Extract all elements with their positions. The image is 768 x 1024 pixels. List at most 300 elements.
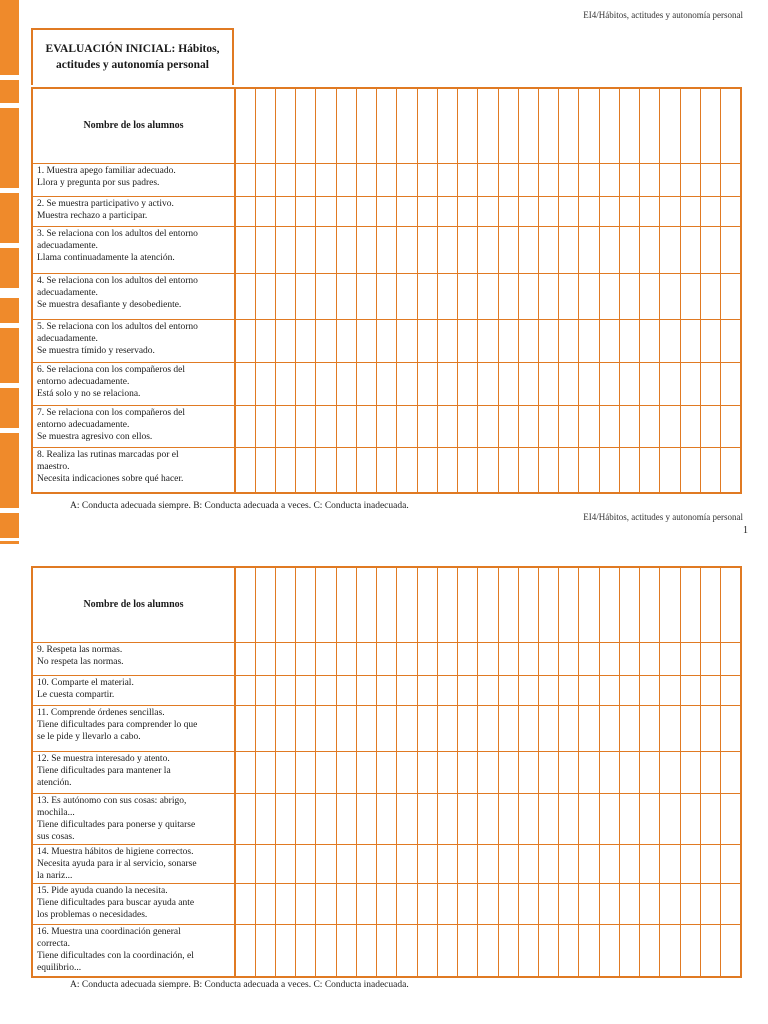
grade-cell[interactable] <box>356 163 376 196</box>
grade-cell[interactable] <box>296 883 316 924</box>
grade-cell[interactable] <box>700 226 720 273</box>
grade-cell[interactable] <box>498 705 518 751</box>
grade-cell[interactable] <box>417 883 437 924</box>
grade-cell[interactable] <box>640 226 660 273</box>
grade-cell[interactable] <box>721 447 741 493</box>
grade-cell[interactable] <box>458 88 478 163</box>
grade-cell[interactable] <box>458 924 478 977</box>
grade-cell[interactable] <box>660 88 680 163</box>
grade-cell[interactable] <box>518 273 538 319</box>
grade-cell[interactable] <box>377 88 397 163</box>
grade-cell[interactable] <box>356 751 376 793</box>
grade-cell[interactable] <box>316 88 336 163</box>
grade-cell[interactable] <box>235 844 255 883</box>
grade-cell[interactable] <box>579 705 599 751</box>
grade-cell[interactable] <box>640 447 660 493</box>
grade-cell[interactable] <box>498 793 518 844</box>
grade-cell[interactable] <box>417 273 437 319</box>
grade-cell[interactable] <box>700 567 720 642</box>
grade-cell[interactable] <box>397 844 417 883</box>
grade-cell[interactable] <box>599 924 619 977</box>
grade-cell[interactable] <box>660 883 680 924</box>
grade-cell[interactable] <box>458 362 478 405</box>
grade-cell[interactable] <box>539 844 559 883</box>
grade-cell[interactable] <box>478 883 498 924</box>
grade-cell[interactable] <box>417 319 437 362</box>
grade-cell[interactable] <box>498 88 518 163</box>
grade-cell[interactable] <box>235 883 255 924</box>
grade-cell[interactable] <box>518 362 538 405</box>
grade-cell[interactable] <box>660 319 680 362</box>
grade-cell[interactable] <box>700 751 720 793</box>
grade-cell[interactable] <box>316 319 336 362</box>
grade-cell[interactable] <box>458 405 478 447</box>
grade-cell[interactable] <box>316 924 336 977</box>
grade-cell[interactable] <box>296 405 316 447</box>
grade-cell[interactable] <box>680 319 700 362</box>
grade-cell[interactable] <box>356 567 376 642</box>
grade-cell[interactable] <box>660 447 680 493</box>
grade-cell[interactable] <box>660 844 680 883</box>
grade-cell[interactable] <box>275 405 295 447</box>
grade-cell[interactable] <box>579 88 599 163</box>
grade-cell[interactable] <box>316 362 336 405</box>
grade-cell[interactable] <box>417 163 437 196</box>
grade-cell[interactable] <box>539 405 559 447</box>
grade-cell[interactable] <box>316 405 336 447</box>
grade-cell[interactable] <box>599 675 619 705</box>
grade-cell[interactable] <box>640 793 660 844</box>
grade-cell[interactable] <box>478 675 498 705</box>
grade-cell[interactable] <box>478 844 498 883</box>
grade-cell[interactable] <box>255 793 275 844</box>
grade-cell[interactable] <box>660 675 680 705</box>
grade-cell[interactable] <box>559 273 579 319</box>
grade-cell[interactable] <box>700 319 720 362</box>
grade-cell[interactable] <box>235 642 255 675</box>
grade-cell[interactable] <box>579 447 599 493</box>
grade-cell[interactable] <box>619 924 639 977</box>
grade-cell[interactable] <box>619 675 639 705</box>
grade-cell[interactable] <box>599 751 619 793</box>
grade-cell[interactable] <box>518 883 538 924</box>
grade-cell[interactable] <box>660 705 680 751</box>
grade-cell[interactable] <box>336 88 356 163</box>
grade-cell[interactable] <box>680 273 700 319</box>
grade-cell[interactable] <box>417 226 437 273</box>
grade-cell[interactable] <box>660 163 680 196</box>
grade-cell[interactable] <box>599 273 619 319</box>
grade-cell[interactable] <box>721 567 741 642</box>
grade-cell[interactable] <box>619 196 639 226</box>
grade-cell[interactable] <box>498 844 518 883</box>
grade-cell[interactable] <box>700 405 720 447</box>
grade-cell[interactable] <box>397 675 417 705</box>
grade-cell[interactable] <box>539 196 559 226</box>
grade-cell[interactable] <box>478 567 498 642</box>
grade-cell[interactable] <box>458 705 478 751</box>
grade-cell[interactable] <box>721 362 741 405</box>
grade-cell[interactable] <box>377 793 397 844</box>
grade-cell[interactable] <box>660 273 680 319</box>
grade-cell[interactable] <box>417 924 437 977</box>
grade-cell[interactable] <box>559 196 579 226</box>
grade-cell[interactable] <box>437 196 457 226</box>
grade-cell[interactable] <box>599 163 619 196</box>
grade-cell[interactable] <box>640 844 660 883</box>
grade-cell[interactable] <box>377 751 397 793</box>
grade-cell[interactable] <box>296 447 316 493</box>
grade-cell[interactable] <box>660 642 680 675</box>
grade-cell[interactable] <box>700 883 720 924</box>
grade-cell[interactable] <box>316 447 336 493</box>
grade-cell[interactable] <box>356 844 376 883</box>
grade-cell[interactable] <box>336 163 356 196</box>
grade-cell[interactable] <box>356 405 376 447</box>
grade-cell[interactable] <box>680 675 700 705</box>
grade-cell[interactable] <box>458 196 478 226</box>
grade-cell[interactable] <box>255 675 275 705</box>
grade-cell[interactable] <box>559 88 579 163</box>
grade-cell[interactable] <box>498 675 518 705</box>
grade-cell[interactable] <box>539 447 559 493</box>
grade-cell[interactable] <box>559 675 579 705</box>
grade-cell[interactable] <box>296 362 316 405</box>
grade-cell[interactable] <box>478 447 498 493</box>
grade-cell[interactable] <box>721 705 741 751</box>
grade-cell[interactable] <box>478 362 498 405</box>
grade-cell[interactable] <box>640 163 660 196</box>
grade-cell[interactable] <box>417 88 437 163</box>
grade-cell[interactable] <box>579 751 599 793</box>
grade-cell[interactable] <box>478 751 498 793</box>
grade-cell[interactable] <box>255 226 275 273</box>
grade-cell[interactable] <box>721 642 741 675</box>
grade-cell[interactable] <box>255 567 275 642</box>
grade-cell[interactable] <box>356 447 376 493</box>
grade-cell[interactable] <box>336 405 356 447</box>
grade-cell[interactable] <box>458 793 478 844</box>
grade-cell[interactable] <box>235 226 255 273</box>
grade-cell[interactable] <box>397 705 417 751</box>
grade-cell[interactable] <box>579 362 599 405</box>
grade-cell[interactable] <box>539 924 559 977</box>
grade-cell[interactable] <box>721 163 741 196</box>
grade-cell[interactable] <box>579 924 599 977</box>
grade-cell[interactable] <box>437 163 457 196</box>
grade-cell[interactable] <box>296 751 316 793</box>
grade-cell[interactable] <box>498 405 518 447</box>
grade-cell[interactable] <box>559 447 579 493</box>
grade-cell[interactable] <box>397 405 417 447</box>
grade-cell[interactable] <box>275 793 295 844</box>
grade-cell[interactable] <box>336 447 356 493</box>
grade-cell[interactable] <box>518 196 538 226</box>
grade-cell[interactable] <box>680 362 700 405</box>
grade-cell[interactable] <box>498 319 518 362</box>
grade-cell[interactable] <box>559 567 579 642</box>
grade-cell[interactable] <box>377 883 397 924</box>
grade-cell[interactable] <box>680 567 700 642</box>
grade-cell[interactable] <box>255 642 275 675</box>
grade-cell[interactable] <box>336 362 356 405</box>
grade-cell[interactable] <box>275 226 295 273</box>
grade-cell[interactable] <box>518 447 538 493</box>
grade-cell[interactable] <box>356 705 376 751</box>
grade-cell[interactable] <box>275 362 295 405</box>
grade-cell[interactable] <box>640 883 660 924</box>
grade-cell[interactable] <box>599 405 619 447</box>
grade-cell[interactable] <box>275 163 295 196</box>
grade-cell[interactable] <box>437 751 457 793</box>
grade-cell[interactable] <box>458 675 478 705</box>
grade-cell[interactable] <box>539 675 559 705</box>
grade-cell[interactable] <box>296 567 316 642</box>
grade-cell[interactable] <box>296 924 316 977</box>
grade-cell[interactable] <box>498 447 518 493</box>
grade-cell[interactable] <box>599 567 619 642</box>
grade-cell[interactable] <box>458 844 478 883</box>
grade-cell[interactable] <box>559 751 579 793</box>
grade-cell[interactable] <box>437 705 457 751</box>
grade-cell[interactable] <box>296 793 316 844</box>
grade-cell[interactable] <box>660 751 680 793</box>
grade-cell[interactable] <box>437 883 457 924</box>
grade-cell[interactable] <box>356 196 376 226</box>
grade-cell[interactable] <box>255 883 275 924</box>
grade-cell[interactable] <box>235 319 255 362</box>
grade-cell[interactable] <box>235 447 255 493</box>
grade-cell[interactable] <box>377 844 397 883</box>
grade-cell[interactable] <box>660 226 680 273</box>
grade-cell[interactable] <box>680 705 700 751</box>
grade-cell[interactable] <box>397 273 417 319</box>
grade-cell[interactable] <box>579 567 599 642</box>
grade-cell[interactable] <box>437 793 457 844</box>
grade-cell[interactable] <box>700 642 720 675</box>
grade-cell[interactable] <box>619 163 639 196</box>
grade-cell[interactable] <box>235 196 255 226</box>
grade-cell[interactable] <box>397 567 417 642</box>
grade-cell[interactable] <box>498 196 518 226</box>
grade-cell[interactable] <box>235 793 255 844</box>
grade-cell[interactable] <box>417 642 437 675</box>
grade-cell[interactable] <box>721 319 741 362</box>
grade-cell[interactable] <box>458 273 478 319</box>
grade-cell[interactable] <box>498 924 518 977</box>
grade-cell[interactable] <box>397 362 417 405</box>
grade-cell[interactable] <box>316 883 336 924</box>
grade-cell[interactable] <box>296 844 316 883</box>
grade-cell[interactable] <box>498 226 518 273</box>
grade-cell[interactable] <box>275 319 295 362</box>
grade-cell[interactable] <box>296 226 316 273</box>
grade-cell[interactable] <box>417 675 437 705</box>
grade-cell[interactable] <box>478 642 498 675</box>
grade-cell[interactable] <box>539 319 559 362</box>
grade-cell[interactable] <box>579 273 599 319</box>
grade-cell[interactable] <box>640 88 660 163</box>
grade-cell[interactable] <box>336 319 356 362</box>
grade-cell[interactable] <box>700 273 720 319</box>
grade-cell[interactable] <box>417 751 437 793</box>
grade-cell[interactable] <box>336 924 356 977</box>
grade-cell[interactable] <box>619 844 639 883</box>
grade-cell[interactable] <box>559 362 579 405</box>
grade-cell[interactable] <box>660 793 680 844</box>
grade-cell[interactable] <box>599 362 619 405</box>
grade-cell[interactable] <box>721 924 741 977</box>
grade-cell[interactable] <box>640 273 660 319</box>
grade-cell[interactable] <box>721 675 741 705</box>
grade-cell[interactable] <box>498 273 518 319</box>
grade-cell[interactable] <box>336 567 356 642</box>
grade-cell[interactable] <box>539 362 559 405</box>
grade-cell[interactable] <box>255 273 275 319</box>
grade-cell[interactable] <box>518 924 538 977</box>
grade-cell[interactable] <box>579 793 599 844</box>
grade-cell[interactable] <box>721 88 741 163</box>
grade-cell[interactable] <box>619 883 639 924</box>
grade-cell[interactable] <box>458 447 478 493</box>
grade-cell[interactable] <box>255 362 275 405</box>
grade-cell[interactable] <box>640 196 660 226</box>
grade-cell[interactable] <box>619 567 639 642</box>
grade-cell[interactable] <box>255 319 275 362</box>
grade-cell[interactable] <box>336 793 356 844</box>
grade-cell[interactable] <box>619 319 639 362</box>
grade-cell[interactable] <box>437 226 457 273</box>
grade-cell[interactable] <box>559 793 579 844</box>
grade-cell[interactable] <box>619 793 639 844</box>
grade-cell[interactable] <box>255 163 275 196</box>
grade-cell[interactable] <box>316 642 336 675</box>
grade-cell[interactable] <box>680 751 700 793</box>
grade-cell[interactable] <box>437 447 457 493</box>
grade-cell[interactable] <box>296 196 316 226</box>
grade-cell[interactable] <box>417 705 437 751</box>
grade-cell[interactable] <box>559 883 579 924</box>
grade-cell[interactable] <box>660 405 680 447</box>
grade-cell[interactable] <box>599 226 619 273</box>
grade-cell[interactable] <box>640 924 660 977</box>
grade-cell[interactable] <box>397 226 417 273</box>
grade-cell[interactable] <box>397 163 417 196</box>
grade-cell[interactable] <box>539 751 559 793</box>
grade-cell[interactable] <box>336 751 356 793</box>
grade-cell[interactable] <box>458 226 478 273</box>
grade-cell[interactable] <box>336 196 356 226</box>
grade-cell[interactable] <box>640 751 660 793</box>
grade-cell[interactable] <box>336 273 356 319</box>
grade-cell[interactable] <box>640 362 660 405</box>
grade-cell[interactable] <box>721 793 741 844</box>
grade-cell[interactable] <box>235 88 255 163</box>
grade-cell[interactable] <box>640 642 660 675</box>
grade-cell[interactable] <box>518 88 538 163</box>
grade-cell[interactable] <box>498 642 518 675</box>
grade-cell[interactable] <box>275 88 295 163</box>
grade-cell[interactable] <box>619 226 639 273</box>
grade-cell[interactable] <box>700 362 720 405</box>
grade-cell[interactable] <box>377 924 397 977</box>
grade-cell[interactable] <box>377 319 397 362</box>
grade-cell[interactable] <box>235 405 255 447</box>
grade-cell[interactable] <box>478 319 498 362</box>
grade-cell[interactable] <box>275 642 295 675</box>
grade-cell[interactable] <box>721 196 741 226</box>
grade-cell[interactable] <box>619 642 639 675</box>
grade-cell[interactable] <box>336 642 356 675</box>
grade-cell[interactable] <box>640 567 660 642</box>
grade-cell[interactable] <box>377 405 397 447</box>
grade-cell[interactable] <box>235 751 255 793</box>
grade-cell[interactable] <box>336 705 356 751</box>
grade-cell[interactable] <box>700 705 720 751</box>
grade-cell[interactable] <box>255 924 275 977</box>
grade-cell[interactable] <box>275 705 295 751</box>
grade-cell[interactable] <box>316 844 336 883</box>
grade-cell[interactable] <box>599 642 619 675</box>
grade-cell[interactable] <box>437 924 457 977</box>
grade-cell[interactable] <box>619 273 639 319</box>
grade-cell[interactable] <box>599 793 619 844</box>
grade-cell[interactable] <box>397 196 417 226</box>
grade-cell[interactable] <box>579 844 599 883</box>
grade-cell[interactable] <box>599 88 619 163</box>
grade-cell[interactable] <box>579 675 599 705</box>
grade-cell[interactable] <box>518 793 538 844</box>
grade-cell[interactable] <box>316 705 336 751</box>
grade-cell[interactable] <box>437 88 457 163</box>
grade-cell[interactable] <box>680 924 700 977</box>
grade-cell[interactable] <box>700 163 720 196</box>
grade-cell[interactable] <box>559 163 579 196</box>
grade-cell[interactable] <box>255 196 275 226</box>
grade-cell[interactable] <box>539 226 559 273</box>
grade-cell[interactable] <box>296 163 316 196</box>
grade-cell[interactable] <box>336 226 356 273</box>
grade-cell[interactable] <box>356 319 376 362</box>
grade-cell[interactable] <box>518 405 538 447</box>
grade-cell[interactable] <box>721 883 741 924</box>
grade-cell[interactable] <box>539 273 559 319</box>
grade-cell[interactable] <box>296 705 316 751</box>
grade-cell[interactable] <box>397 642 417 675</box>
grade-cell[interactable] <box>680 447 700 493</box>
grade-cell[interactable] <box>377 447 397 493</box>
grade-cell[interactable] <box>660 924 680 977</box>
grade-cell[interactable] <box>478 88 498 163</box>
grade-cell[interactable] <box>599 883 619 924</box>
grade-cell[interactable] <box>255 751 275 793</box>
grade-cell[interactable] <box>700 675 720 705</box>
grade-cell[interactable] <box>619 751 639 793</box>
grade-cell[interactable] <box>700 447 720 493</box>
grade-cell[interactable] <box>579 883 599 924</box>
grade-cell[interactable] <box>680 883 700 924</box>
grade-cell[interactable] <box>518 751 538 793</box>
grade-cell[interactable] <box>458 163 478 196</box>
grade-cell[interactable] <box>559 405 579 447</box>
grade-cell[interactable] <box>579 642 599 675</box>
grade-cell[interactable] <box>377 705 397 751</box>
grade-cell[interactable] <box>619 362 639 405</box>
grade-cell[interactable] <box>235 362 255 405</box>
grade-cell[interactable] <box>437 642 457 675</box>
grade-cell[interactable] <box>640 319 660 362</box>
grade-cell[interactable] <box>700 793 720 844</box>
